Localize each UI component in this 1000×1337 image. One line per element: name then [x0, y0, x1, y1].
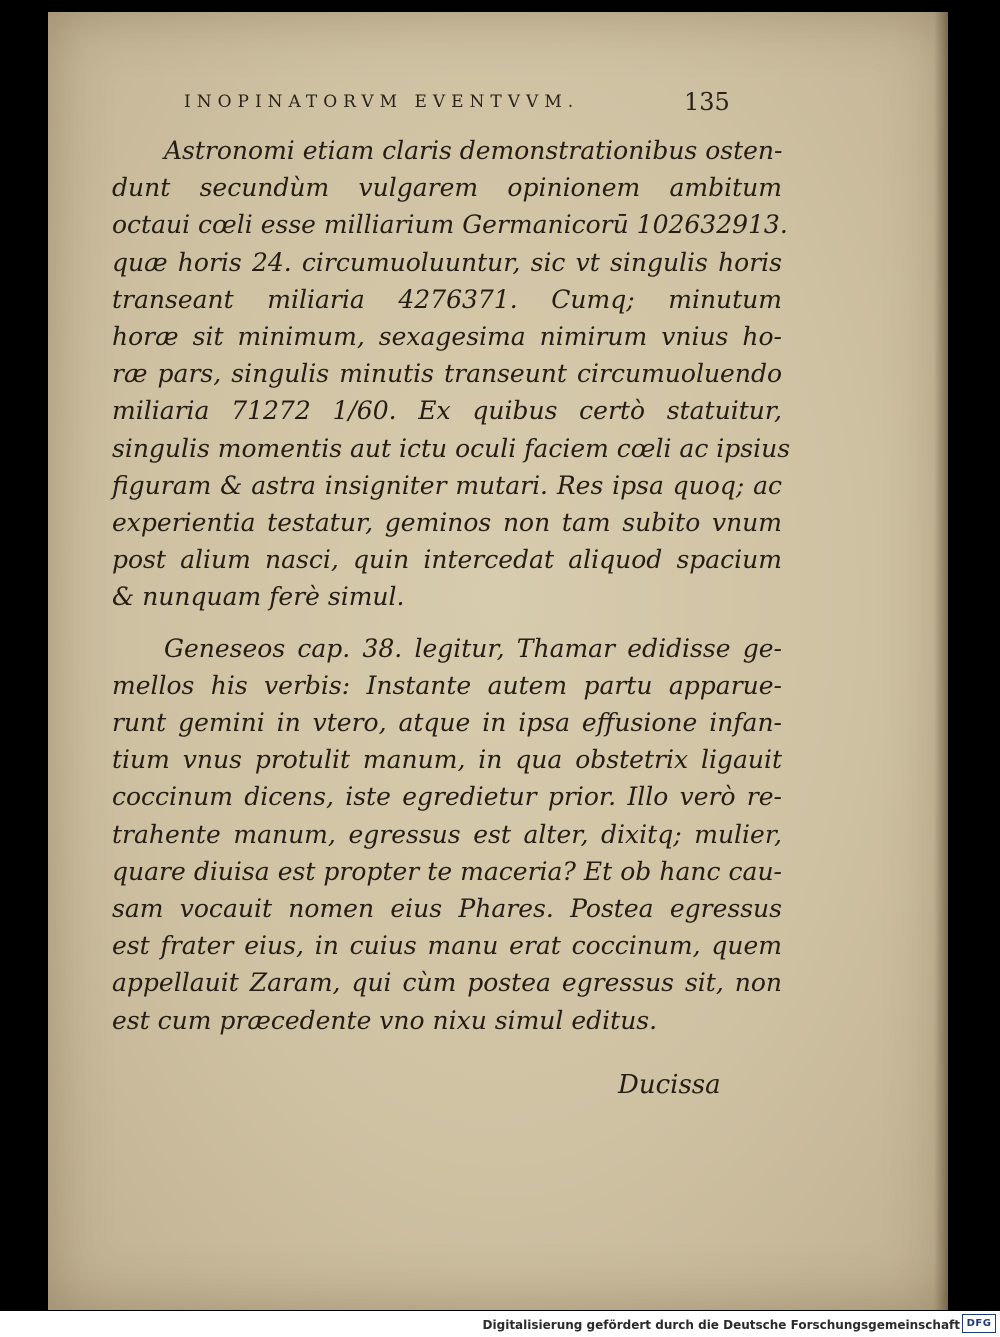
- text-line: est cum præcedente vno nixu simul editus.: [112, 1005, 658, 1035]
- text-line: transeant miliaria 4276371. Cumq; minutum: [112, 284, 782, 314]
- text-line: quæ horis 24. circumuoluuntur, sic vt singulis horis: [112, 247, 782, 277]
- text-line: experientia testatur, geminos non tam subito vnum: [112, 508, 782, 538]
- text-line: tium vnus protulit manum, in qua obstetrix ligauit: [112, 745, 782, 775]
- text-line: dunt secundùm vulgarem opinionem ambitum: [112, 173, 782, 203]
- text-line: quare diuisa est propter te maceria? Et ob hanc cau-: [112, 856, 782, 886]
- text-line: Astronomi etiam claris demonstrationibus osten-: [164, 136, 783, 165]
- text-line: trahente manum, egressus est alter, dixitq; mulier,: [112, 819, 782, 849]
- text-line: ræ pars, singulis minutis transeunt circumuoluendo: [112, 359, 782, 389]
- book-page: [48, 12, 948, 1310]
- text-line: miliaria 71272 1/60. Ex quibus certò statuitur,: [112, 396, 782, 426]
- text-line: runt gemini in vtero, atque in ipsa effusione infan-: [112, 708, 782, 738]
- text-line: mellos his verbis: Instante autem partu apparue-: [112, 670, 782, 700]
- page-number: 135: [684, 88, 730, 116]
- text-line: & nunquam ferè simul.: [112, 582, 405, 612]
- text-line: octaui cœli esse milliarium Germanicorū 102632913.: [112, 210, 788, 240]
- funding-credit: Digitalisierung gefördert durch die Deutsche Forschungsgemeinschaft: [482, 1318, 960, 1332]
- text-line: figuram & astra insigniter mutari. Res ipsa quoq; ac: [112, 470, 782, 500]
- dfg-logo-icon: DFG: [962, 1314, 996, 1333]
- text-line: horæ sit minimum, sexagesima nimirum vnius ho-: [112, 322, 782, 352]
- catchword: Ducissa: [618, 1070, 721, 1100]
- text-line: appellauit Zaram, qui cùm postea egressus sit, non: [112, 968, 782, 998]
- text-line: singulis momentis aut ictu oculi faciem cœli ac ipsius: [112, 433, 791, 463]
- paragraph-gap: [112, 616, 782, 630]
- page-edge-shadow: [934, 12, 948, 1310]
- text-line: sam vocauit nomen eius Phares. Postea egressus: [112, 894, 782, 924]
- running-title: INOPINATORVM EVENTVVM.: [184, 92, 580, 112]
- body-text: [112, 132, 791, 1039]
- digitization-footer: [0, 1311, 1000, 1337]
- text-line: coccinum dicens, iste egredietur prior. Illo verò re-: [112, 782, 782, 812]
- text-line: est frater eius, in cuius manu erat coccinum, quem: [112, 931, 782, 961]
- text-line: post alium nasci, quin intercedat aliquod spacium: [112, 545, 782, 575]
- text-line: Geneseos cap. 38. legitur, Thamar edidisse ge-: [164, 633, 782, 663]
